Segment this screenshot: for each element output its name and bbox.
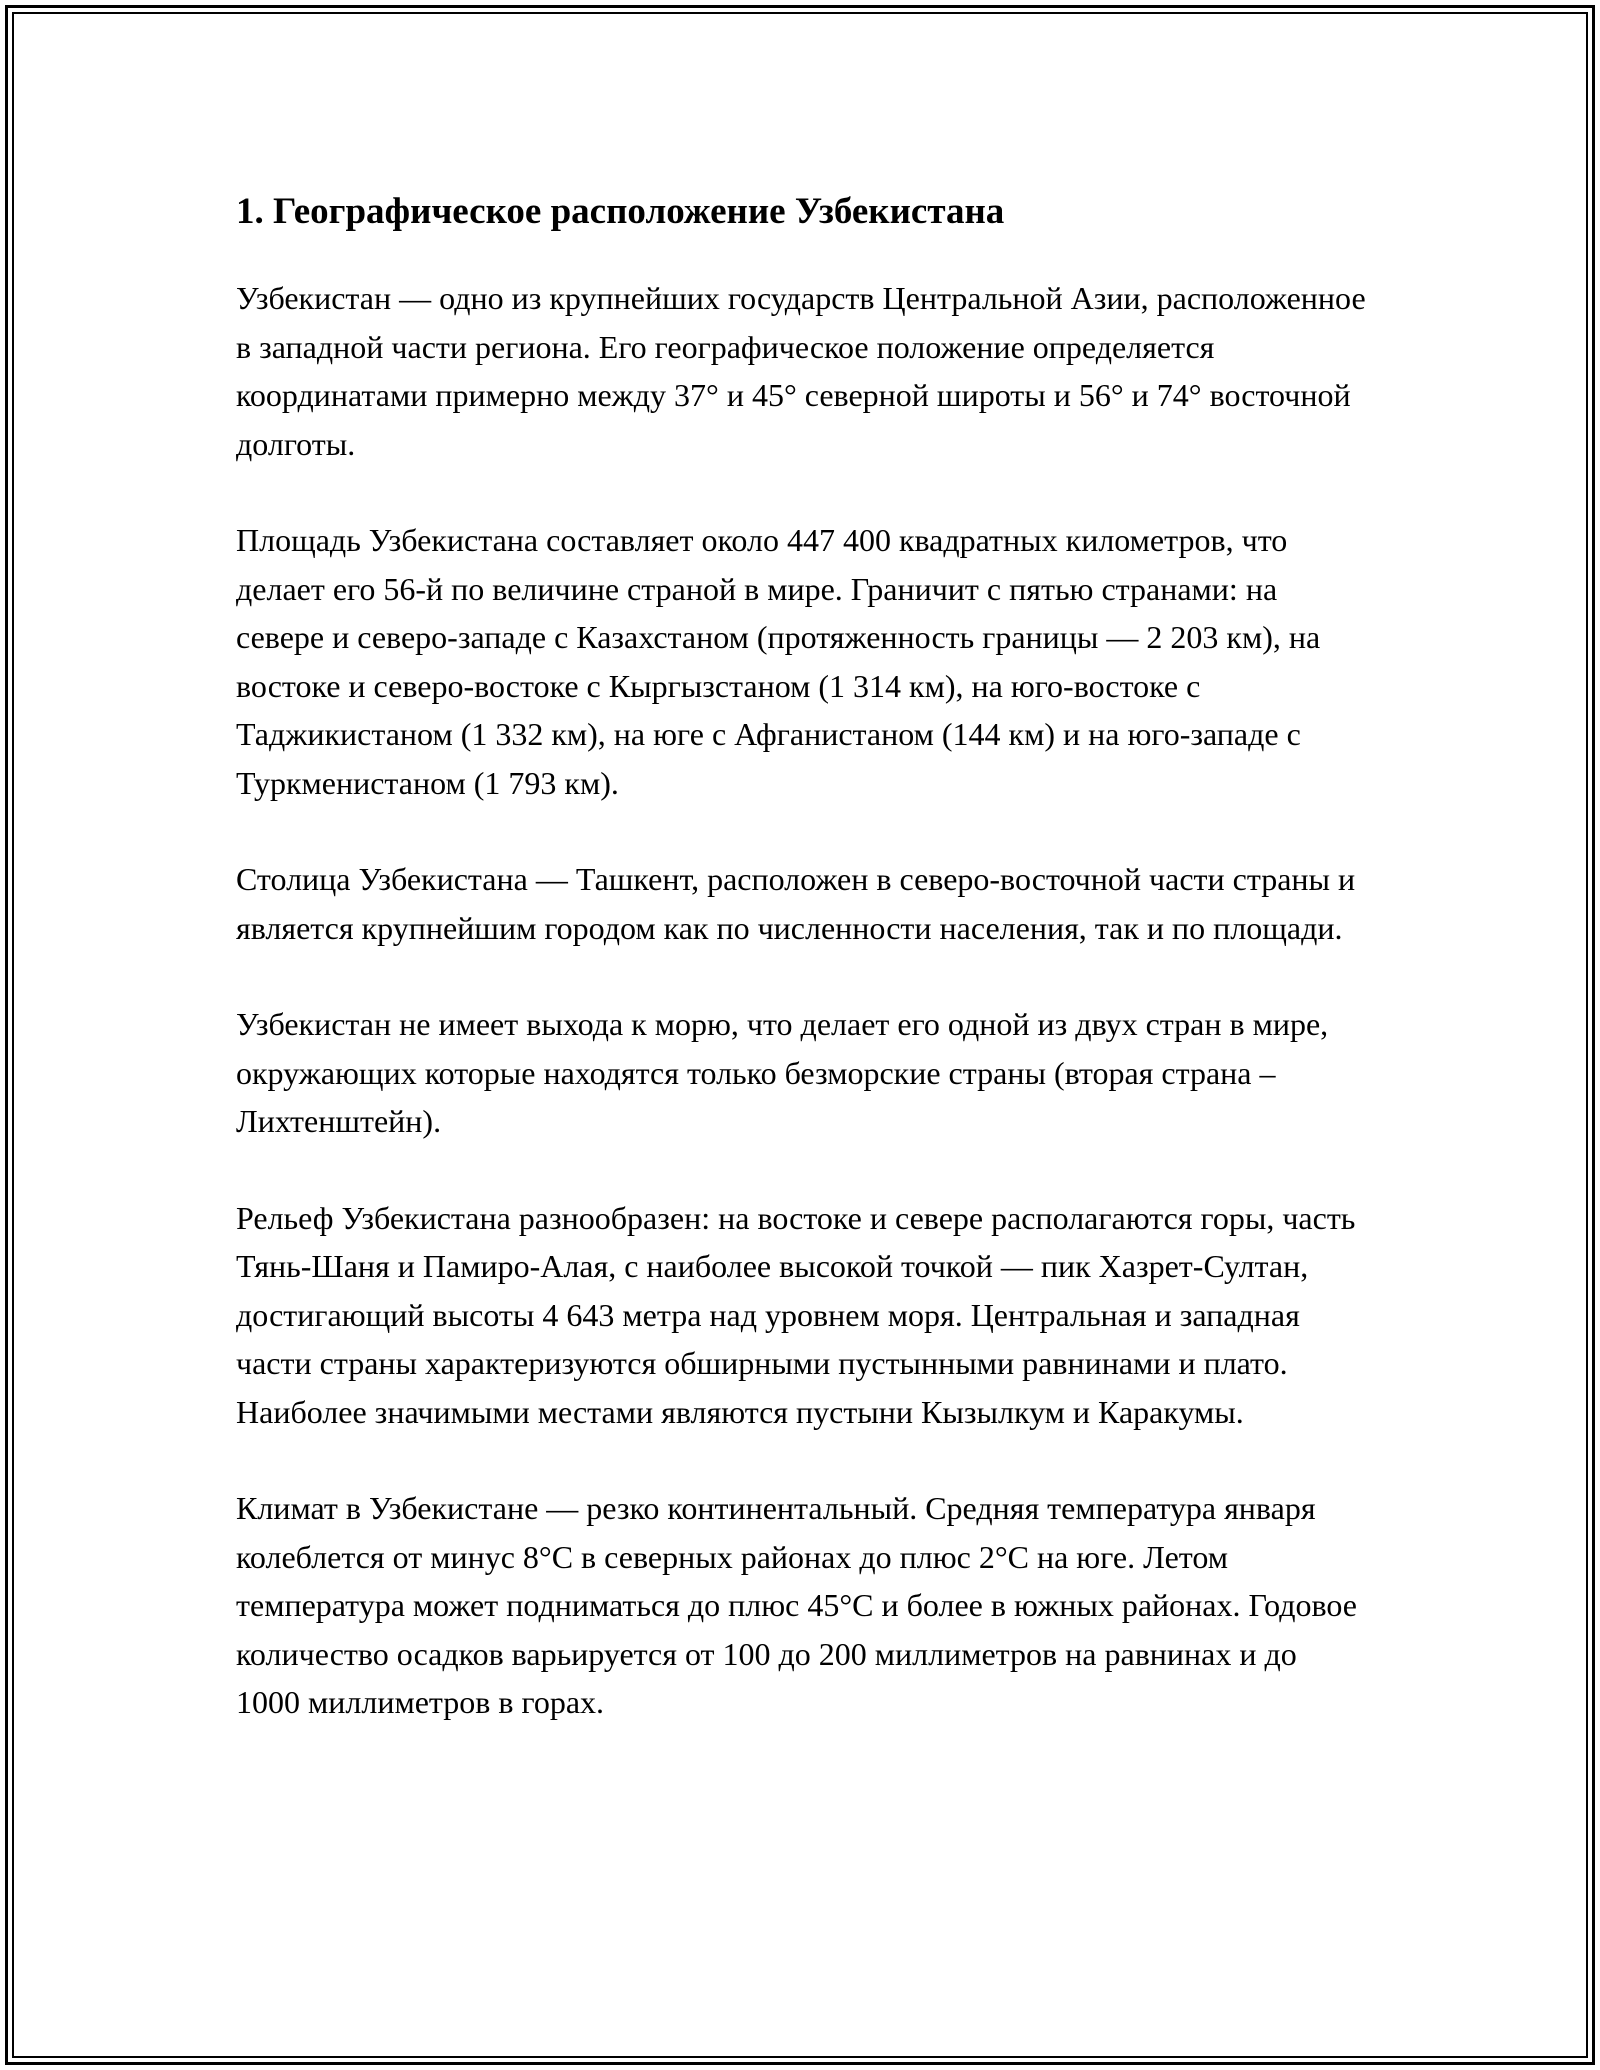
paragraph-capital: Столица Узбекистана — Ташкент, расположен в северо-восточной части страны и является крупнейшим городом как по численности населения, так и по площади. — [236, 861, 1356, 946]
paragraph-climate: Климат в Узбекистане — резко континентальный. Средняя температура января колеблется от минус 8°C в северных районах до плюс 2°C на юге. Летом температура может подниматься до плюс 45°C и более в южных районах. Годовое количество осадков варьируется от 100 до 200 миллиметров на равнинах и до 1000 миллиметров в горах. — [236, 1490, 1357, 1720]
paragraph-relief: Рельеф Узбекистана разнообразен: на востоке и севере располагаются горы, часть Тянь-Шаня и Памиро-Алая, с наиболее высокой точкой — пик Хазрет-Султан, достигающий высоты 4 643 метра над уровнем моря. Центральная и западная части страны характеризуются обширными пустынными равнинами и плато. Наиболее значимыми местами являются пустыни Кызылкум и Каракумы. — [236, 1199, 1356, 1430]
paragraph-location: Узбекистан — одно из крупнейших государств Центральной Азии, расположенное в западной части региона. Его географическое положение определяется координатами примерно между 37° и 45° северной широты и 56° и 74° восточной долготы. — [236, 280, 1366, 462]
paragraph-landlocked: Узбекистан не имеет выхода к морю, что делает его одной из двух стран в мире, окружающих которые находятся только безморские страны (вторая страна – Лихтенштейн). — [236, 1006, 1329, 1139]
paragraph-area-borders: Площадь Узбекистана составляет около 447 400 квадратных километров, что делает его 56-й по величине страной в мире. Граничит с пятью странами: на севере и северо-западе с Казахстаном (протяженность границы — 2 203 км), на востоке и северо-востоке с Кыргызстаном (1 314 км), на юго-востоке с Таджикистаном (1 332 км), на юге с Афганистаном (144 км) и на юго-западе с Туркменистаном (1 793 км). — [236, 522, 1321, 801]
document-body — [236, 188, 1366, 1775]
section-heading: 1. Географическое расположение Узбекистана — [236, 191, 1005, 232]
